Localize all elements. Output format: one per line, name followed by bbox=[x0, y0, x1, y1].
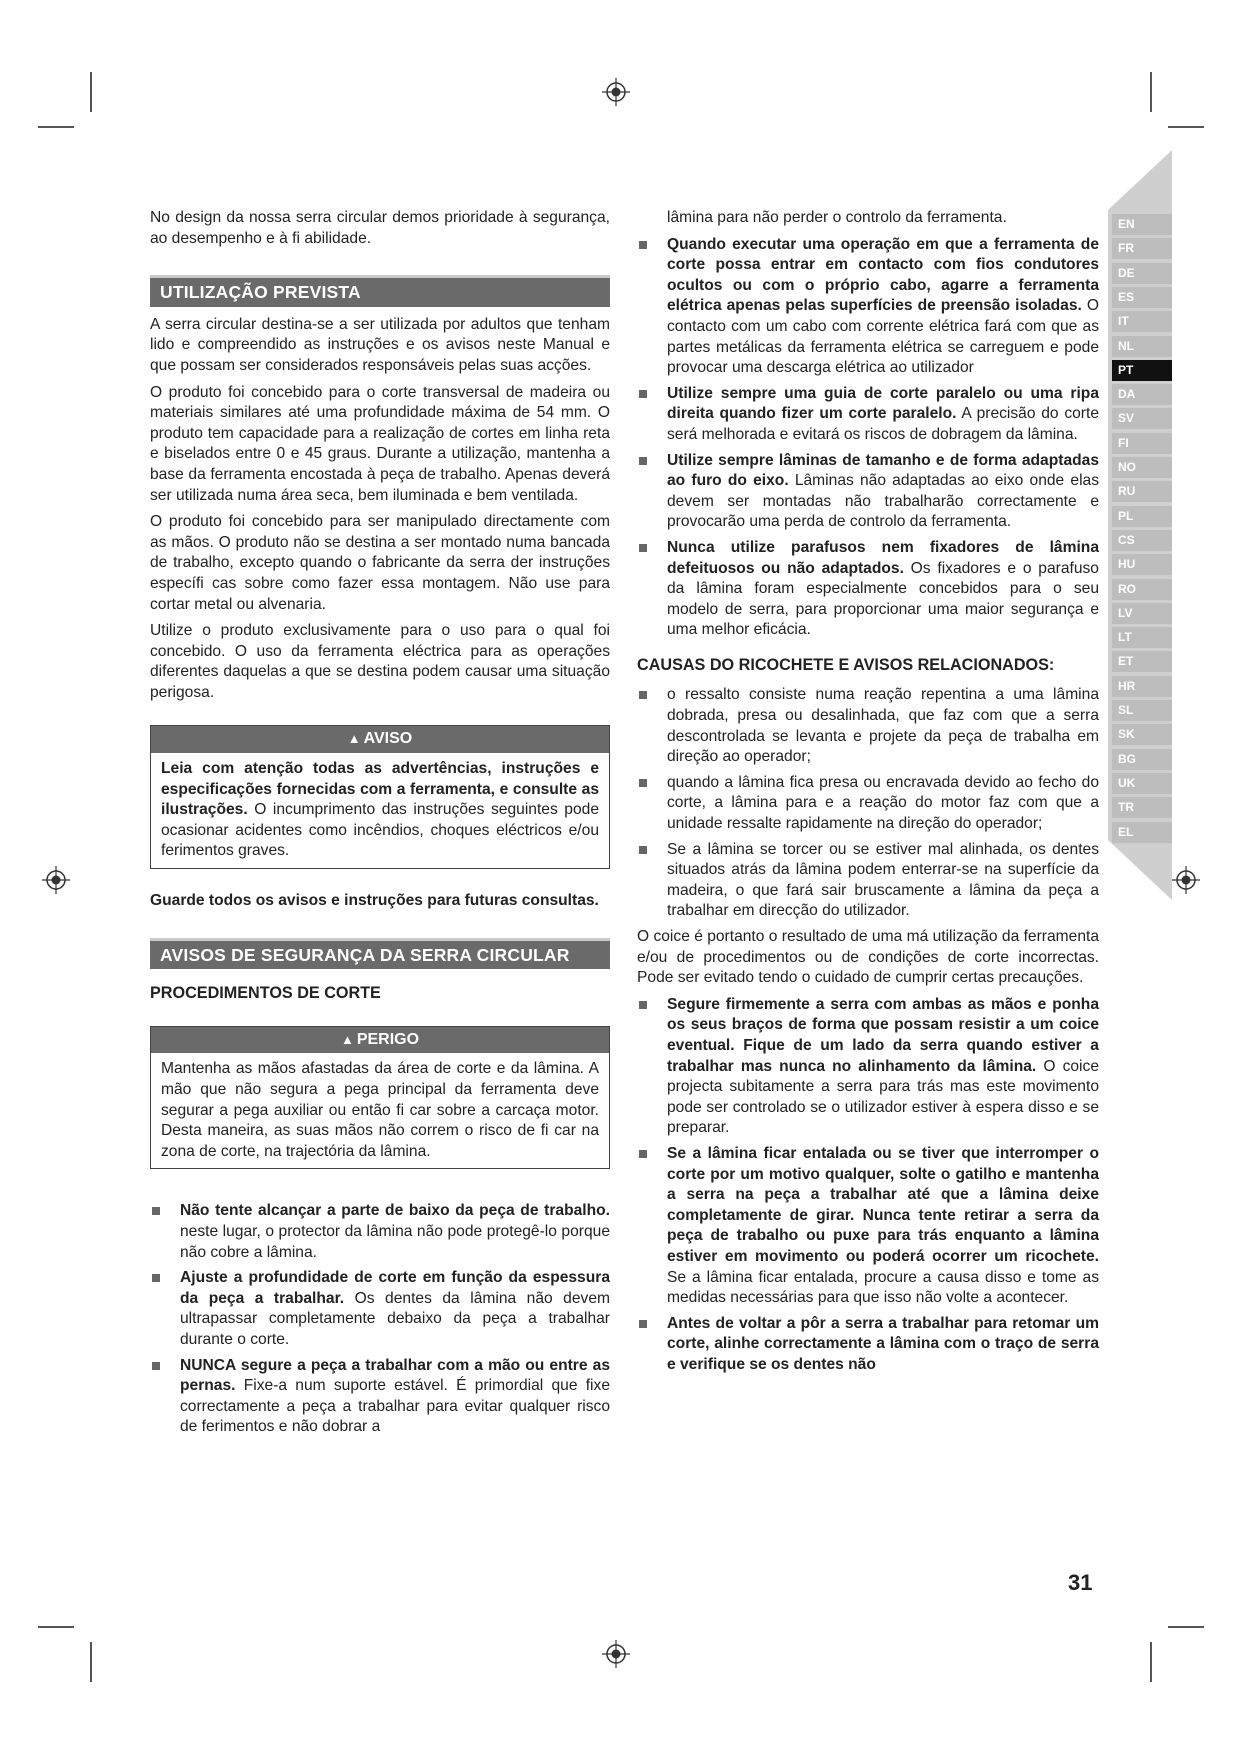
language-tab-sl[interactable]: SL bbox=[1112, 700, 1172, 721]
continued-text: lâmina para não perder o controlo da ferramenta. bbox=[667, 209, 1007, 226]
bullet-icon bbox=[639, 241, 647, 249]
language-tab-nl[interactable]: NL bbox=[1112, 336, 1172, 357]
language-tab-tr[interactable]: TR bbox=[1112, 797, 1172, 818]
language-tab-hu[interactable]: HU bbox=[1112, 554, 1172, 575]
perigo-title: ▲ PERIGO bbox=[151, 1027, 609, 1054]
language-tab-de[interactable]: DE bbox=[1112, 263, 1172, 284]
left-column bbox=[150, 208, 610, 1443]
keep-instructions-note: Guarde todos os avisos e instruções para futuras consultas. bbox=[150, 892, 599, 910]
language-tab-et[interactable]: ET bbox=[1112, 651, 1172, 672]
language-tab-sv[interactable]: SV bbox=[1112, 408, 1172, 429]
language-tab-es[interactable]: ES bbox=[1112, 287, 1172, 308]
crop-mark bbox=[1168, 1626, 1204, 1628]
language-tab-sk[interactable]: SK bbox=[1112, 724, 1172, 745]
bullet-icon bbox=[152, 1274, 160, 1282]
paragraph: A serra circular destina-se a ser utilizada por adultos que tenham lido e compreendido as instruções e os avisos neste Manual e que possam ser considerados responsáveis pelas suas acções. bbox=[150, 315, 610, 374]
registration-mark-icon bbox=[42, 866, 70, 894]
page-number: 31 bbox=[1068, 1570, 1093, 1595]
language-tab-hr[interactable]: HR bbox=[1112, 676, 1172, 697]
section-heading-utilizacao: UTILIZAÇÃO PREVISTA bbox=[150, 275, 610, 307]
list-item: Não tente alcançar a parte de baixo da peça de trabalho. neste lugar, o protector da lâmina não pode protegê-lo porque não cobre a lâmina. bbox=[150, 1201, 610, 1263]
perigo-box bbox=[150, 1026, 610, 1170]
language-tab-da[interactable]: DA bbox=[1112, 384, 1172, 405]
paragraph: O produto foi concebido para o corte transversal de madeira ou materiais similares até uma profundidade máxima de 54 mm. O produto tem capacidade para a realização de cortes em linha reta e biselados entre 0 e 45 graus. Durante a utilização, mantenha a base da ferramenta encostada à peça de trabalho. Apenas deverá ser utilizada numa área seca, bem iluminada e bem ventilada. bbox=[150, 383, 610, 504]
bullet-icon bbox=[639, 1001, 647, 1009]
crop-mark bbox=[1150, 72, 1152, 112]
language-tab-lv[interactable]: LV bbox=[1112, 603, 1172, 624]
bullet-icon bbox=[639, 390, 647, 398]
aviso-box bbox=[150, 725, 610, 869]
language-tab-bg[interactable]: BG bbox=[1112, 749, 1172, 770]
bullet-icon bbox=[639, 1150, 647, 1158]
registration-mark-icon bbox=[602, 1640, 630, 1668]
bullet-icon bbox=[639, 691, 647, 699]
subheading-causas: CAUSAS DO RICOCHETE E AVISOS RELACIONADOS: bbox=[637, 655, 1055, 674]
language-tabs bbox=[1108, 150, 1176, 910]
list-item: Ajuste a profundidade de corte em função da espessura da peça a trabalhar. Os dentes da lâmina não devem ultrapassar completamente debaixo da peça a trabalhar durante o corte. bbox=[150, 1268, 610, 1350]
crop-mark bbox=[90, 72, 92, 112]
list-item: Se a lâmina se torcer ou se estiver mal alinhada, os dentes situados atrás da lâmina podem enterrar-se na superfície da madeira, o que fará sair bruscamente a lâmina da peça a trabalhar em direcção do utilizador. bbox=[637, 840, 1099, 922]
language-tab-ro[interactable]: RO bbox=[1112, 579, 1172, 600]
list-item: Antes de voltar a pôr a serra a trabalhar para retomar um corte, alinhe correctamente a lâmina com o traço de serra e verifique se os dentes não bbox=[637, 1314, 1099, 1376]
warning-triangle-icon: ▲ bbox=[340, 1031, 354, 1047]
bullet-icon bbox=[639, 457, 647, 465]
paragraph: O produto foi concebido para ser manipulado directamente com as mãos. O produto não se destina a ser montado numa bancada de trabalho, excepto quando o fabricante da serra der instruções específi cas sobre como fazer essa montagem. Não use para cortar metal ou alvenaria. bbox=[150, 513, 610, 613]
right-column bbox=[637, 208, 1099, 1380]
language-tab-el[interactable]: EL bbox=[1112, 822, 1172, 843]
crop-mark bbox=[90, 1642, 92, 1682]
language-tab-ru[interactable]: RU bbox=[1112, 481, 1172, 502]
warning-triangle-icon: ▲ bbox=[347, 731, 361, 747]
list-item: o ressalto consiste numa reação repentina a uma lâmina dobrada, presa ou desalinhada, que faz com que a serra descontrolada se levanta e projete da peça de trabalha em direção ao operador; bbox=[637, 685, 1099, 767]
language-tab-fr[interactable]: FR bbox=[1112, 238, 1172, 259]
language-tab-lt[interactable]: LT bbox=[1112, 627, 1172, 648]
list-item: Se a lâmina ficar entalada ou se tiver que interromper o corte por um motivo qualquer, solte o gatilho e mantenha a serra na peça a trabalhar até que a lâmina deixe completamente de girar. Nunca tente retirar a serra da peça de trabalho ou puxe para trás enquanto a lâmina estiver em movimento ou poderá ocorrer um ricochete. Se a lâmina ficar entalada, procure a causa disso e tome as medidas necessárias para que isso não volte a acontecer. bbox=[637, 1144, 1099, 1309]
aviso-body: Leia com atenção todas as advertências, instruções e especificações fornecidas com a ferramenta, e consulte as ilustrações. O incumprimento das instruções seguintes pode ocasionar acidentes como incêndios, choques eléctricos e/ou ferimentos graves. bbox=[161, 760, 599, 860]
paragraph: O coice é portanto o resultado de uma má utilização da ferramenta e/ou de procedimentos ou de condições de corte incorrectas. Pode ser evitado tendo o cuidado de cumprir certas precauções. bbox=[637, 928, 1100, 987]
language-tab-pl[interactable]: PL bbox=[1112, 506, 1172, 527]
crop-mark bbox=[1150, 1642, 1152, 1682]
language-tab-uk[interactable]: UK bbox=[1112, 773, 1172, 794]
perigo-body: Mantenha as mãos afastadas da área de corte e da lâmina. A mão que não segura a pega principal da ferramenta deve segurar a pega auxiliar ou então fi car sobre a carcaça motor. Desta maneira, as suas mãos não correm o risco de fi car na zona de corte, na trajectória da lâmina. bbox=[161, 1060, 599, 1160]
language-tab-en[interactable]: EN bbox=[1112, 214, 1172, 235]
crop-mark bbox=[38, 126, 74, 128]
list-item: Nunca utilize parafusos nem fixadores de lâmina defeituosos ou não adaptados. Os fixadores e o parafuso da lâmina foram especialmente concebidos para o seu modelo de serra, para proporcionar uma maior segurança e uma melhor eficácia. bbox=[637, 538, 1099, 641]
language-tab-no[interactable]: NO bbox=[1112, 457, 1172, 478]
section-heading-avisos: AVISOS DE SEGURANÇA DA SERRA CIRCULAR bbox=[150, 938, 610, 970]
language-tab-cs[interactable]: CS bbox=[1112, 530, 1172, 551]
list-item: Quando executar uma operação em que a ferramenta de corte possa entrar em contacto com fios condutores ocultos ou com o próprio cabo, agarre a ferramenta elétrica apenas pelas superfícies de preensão isoladas. O contacto com um cabo com corrente elétrica fará com que as partes metálicas da ferramenta elétrica se carreguem e pode provocar uma descarga elétrica ao utilizador bbox=[637, 235, 1099, 379]
registration-mark-icon bbox=[1172, 866, 1200, 894]
language-tab-it[interactable]: IT bbox=[1112, 311, 1172, 332]
registration-mark-icon bbox=[602, 78, 630, 106]
bullet-icon bbox=[152, 1207, 160, 1215]
list-item: Utilize sempre uma guia de corte paralelo ou uma ripa direita quando fizer um corte paralelo. A precisão do corte será melhorada e evitará os riscos de dobragem da lâmina. bbox=[637, 384, 1099, 446]
list-item: NUNCA segure a peça a trabalhar com a mão ou entre as pernas. Fixe-a num suporte estável. É primordial que fixe correctamente a peça a trabalhar para evitar qualquer risco de ferimentos e não dobrar a bbox=[150, 1356, 610, 1438]
paragraph: Utilize o produto exclusivamente para o uso para o qual foi concebido. O uso da ferramenta eléctrica para as operações diferentes daquelas a que se destina podem causar uma situação perigosa. bbox=[150, 622, 610, 701]
crop-mark bbox=[38, 1626, 74, 1628]
crop-mark bbox=[1168, 126, 1204, 128]
subheading-procedimentos: PROCEDIMENTOS DE CORTE bbox=[150, 984, 381, 1003]
bullet-icon bbox=[639, 1320, 647, 1328]
list-item: quando a lâmina fica presa ou encravada devido ao fecho do corte, a lâmina para e a reação do motor faz com que a unidade ressalte rapidamente na direção do operador; bbox=[637, 773, 1099, 835]
intro-text: No design da nossa serra circular demos prioridade à segurança, ao desempenho e à fi abilidade. bbox=[150, 209, 610, 247]
list-item: Segure firmemente a serra com ambas as mãos e ponha os seus braços de forma que possam resistir a um coice eventual. Fique de um lado da serra quando estiver a trabalhar mas nunca no alinhamento da lâmina. O coice projecta subitamente a serra para trás mas este movimento pode ser controlado se o utilizador estiver à espera disso e se preparar. bbox=[637, 995, 1099, 1139]
list-item: Utilize sempre lâminas de tamanho e de forma adaptadas ao furo do eixo. Lâminas não adaptadas ao eixo onde elas devem ser montadas não trabalharão correctamente e provocarão uma perda de controlo da ferramenta. bbox=[637, 451, 1099, 533]
aviso-title: ▲ AVISO bbox=[151, 726, 609, 753]
bullet-icon bbox=[639, 846, 647, 854]
language-tab-fi[interactable]: FI bbox=[1112, 433, 1172, 454]
bullet-icon bbox=[152, 1362, 160, 1370]
bullet-icon bbox=[639, 544, 647, 552]
bullet-icon bbox=[639, 779, 647, 787]
language-tab-pt[interactable]: PT bbox=[1112, 360, 1172, 381]
